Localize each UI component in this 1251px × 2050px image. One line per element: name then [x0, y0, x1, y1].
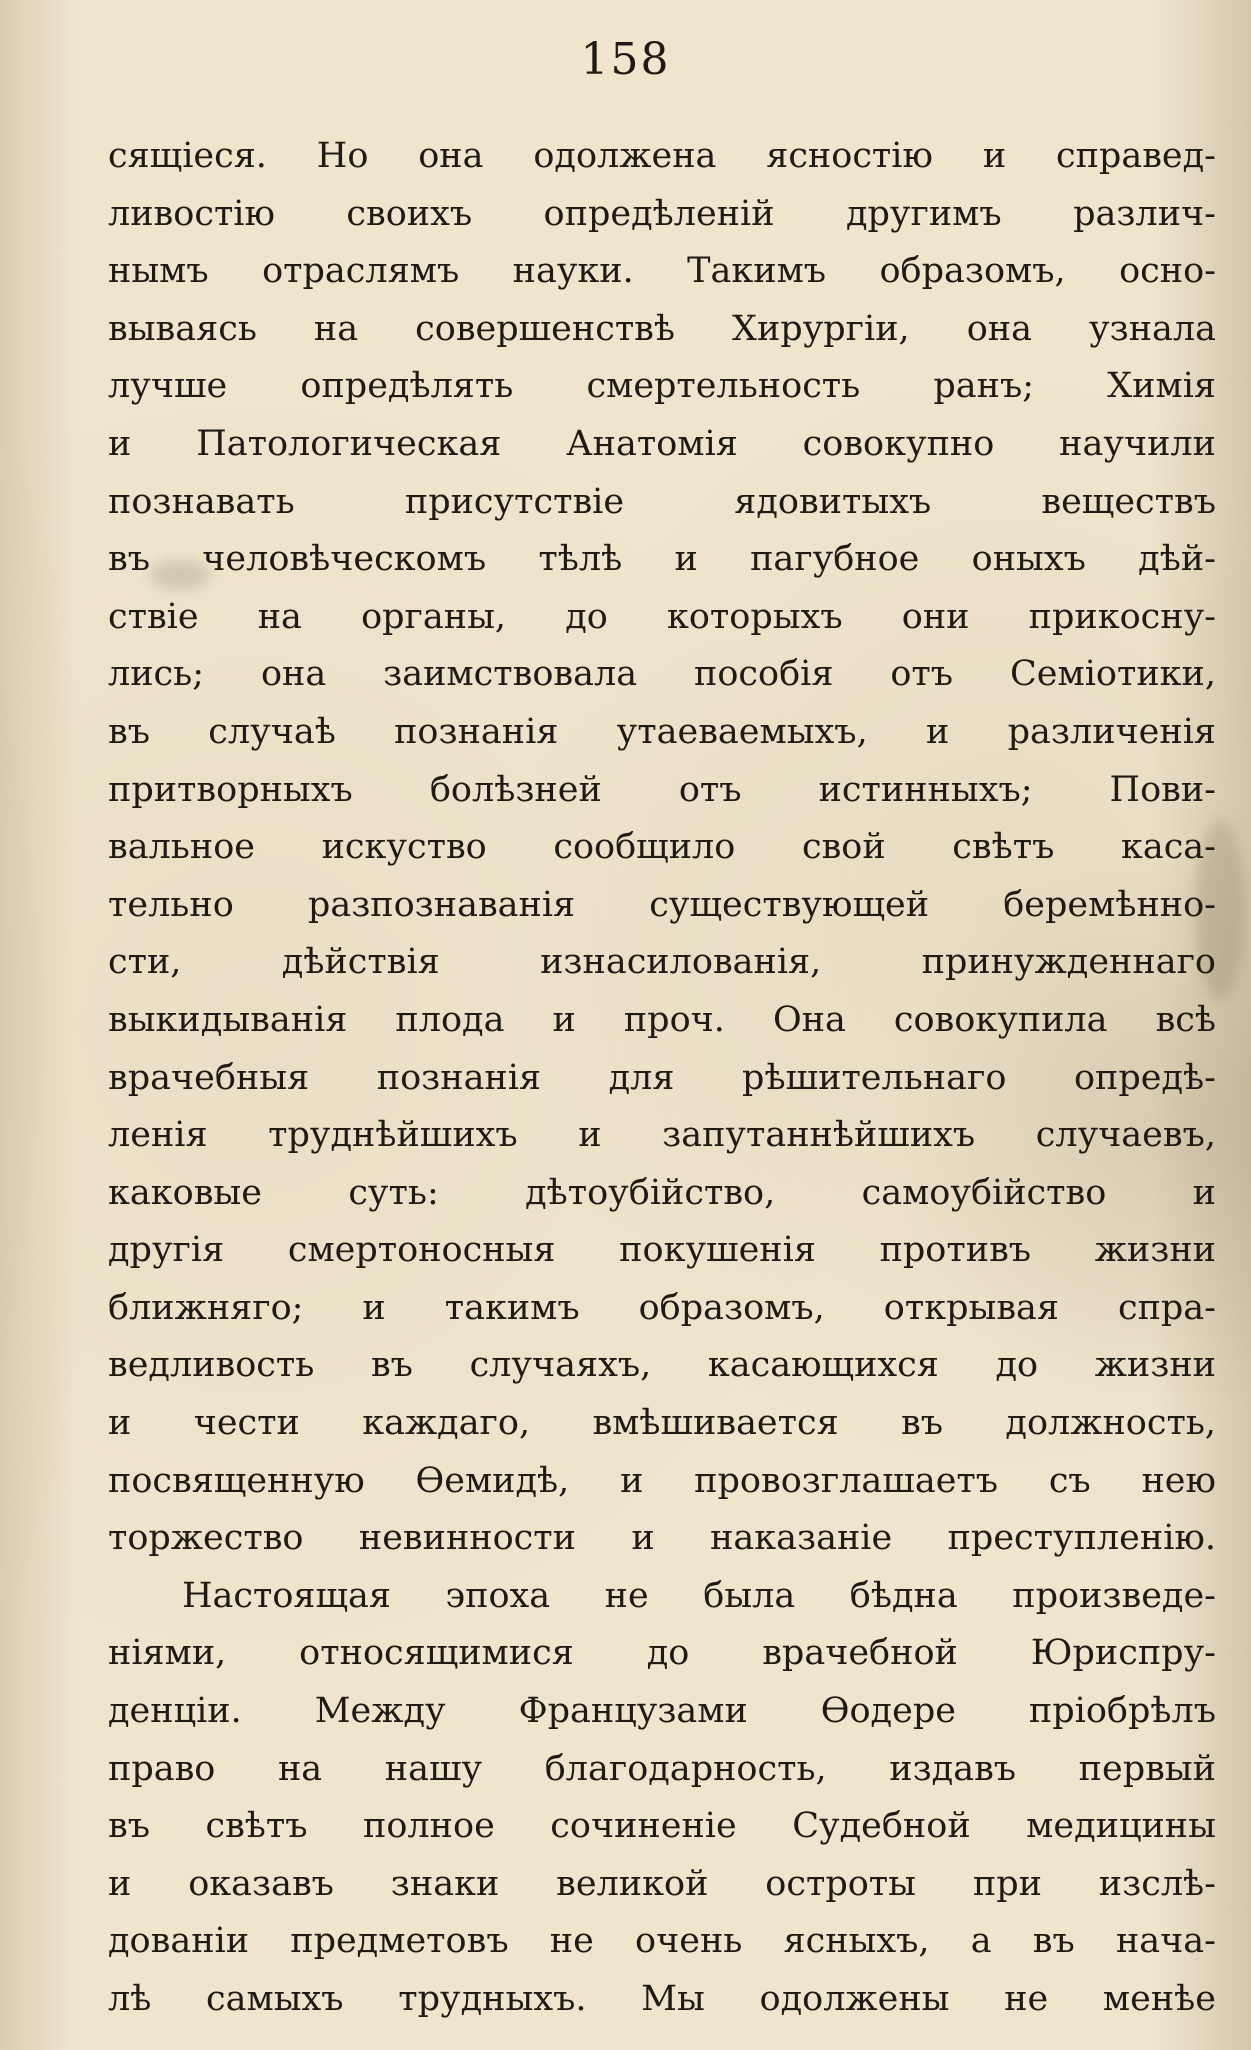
text-line: сящіеся. Но она одолжена ясностію и справед- — [108, 136, 1216, 176]
text-line: другія смертоносныя покушенія противъ жизни — [108, 1230, 1216, 1271]
text-line: въ свѣтъ полное сочиненіе Судебной медицины — [108, 1806, 1216, 1847]
text-line: лѣ самыхъ трудныхъ. Мы одолжены не менѣе — [108, 1979, 1216, 2019]
text-line: ніями, относящимися до врачебной Юриспру- — [108, 1633, 1216, 1674]
paragraph-start-line: Настоящая эпоха не была бѣдна произведе- — [182, 1575, 1216, 1616]
text-line: сти, дѣйствія изнасилованія, принужденнаго — [108, 942, 1216, 983]
text-line: денціи. Между Французами Ѳодере пріобрѣлъ — [108, 1691, 1216, 1732]
text-line: въ человѣческомъ тѣлѣ и пагубное оныхъ дѣй- — [108, 539, 1216, 580]
text-line: торжество невинности и наказаніе преступленію. — [108, 1518, 1216, 1559]
text-line: право на нашу благодарность, издавъ первый — [108, 1748, 1216, 1789]
body-text — [108, 128, 1216, 2029]
text-line: познавать присутствіе ядовитыхъ веществъ — [108, 481, 1216, 522]
text-line: и оказавъ знаки великой остроты при изслѣ- — [108, 1863, 1216, 1904]
text-line: въ случаѣ познанія утаеваемыхъ, и различенія — [108, 711, 1216, 752]
text-line: тельно разпознаванія существующей беремѣнно- — [108, 884, 1216, 925]
text-line: вальное искуство сообщило свой свѣтъ каса- — [108, 827, 1216, 868]
page-number: 158 — [580, 34, 671, 85]
text-line: выкидыванія плода и проч. Она совокупила всѣ — [108, 999, 1216, 1040]
text-line: ближняго; и такимъ образомъ, открывая спра- — [108, 1287, 1216, 1328]
text-line: посвященную Ѳемидѣ, и провозглашаетъ съ нею — [108, 1460, 1216, 1501]
text-line: каковые суть: дѣтоубійство, самоубійство и — [108, 1172, 1216, 1213]
text-line: притворныхъ болѣзней отъ истинныхъ; Пови- — [108, 769, 1216, 810]
text-line: нымъ отраслямъ науки. Такимъ образомъ, осно- — [108, 251, 1216, 292]
text-line: лучше опредѣлять смертельность ранъ; Химія — [108, 366, 1216, 407]
text-line: ведливость въ случаяхъ, касающихся до жизни — [108, 1345, 1216, 1386]
text-line: ствіе на органы, до которыхъ они прикосну- — [108, 596, 1216, 637]
text-line: дованіи предметовъ не очень ясныхъ, а въ нача- — [108, 1921, 1216, 1962]
text-line: лись; она заимствовала пособія отъ Семіотики, — [108, 654, 1216, 695]
text-line: вываясь на совершенствѣ Хирургіи, она узнала — [108, 308, 1216, 349]
text-line: врачебныя познанія для рѣшительнаго опредѣ- — [108, 1057, 1216, 1098]
text-line: ленія труднѣйшихъ и запутаннѣйшихъ случаевъ, — [108, 1115, 1216, 1156]
text-line: и чести каждаго, вмѣшивается въ должность, — [108, 1403, 1216, 1444]
text-line: ливостію своихъ опредѣленій другимъ различ- — [108, 193, 1216, 234]
text-line: и Патологическая Анатомія совокупно научили — [108, 423, 1216, 464]
